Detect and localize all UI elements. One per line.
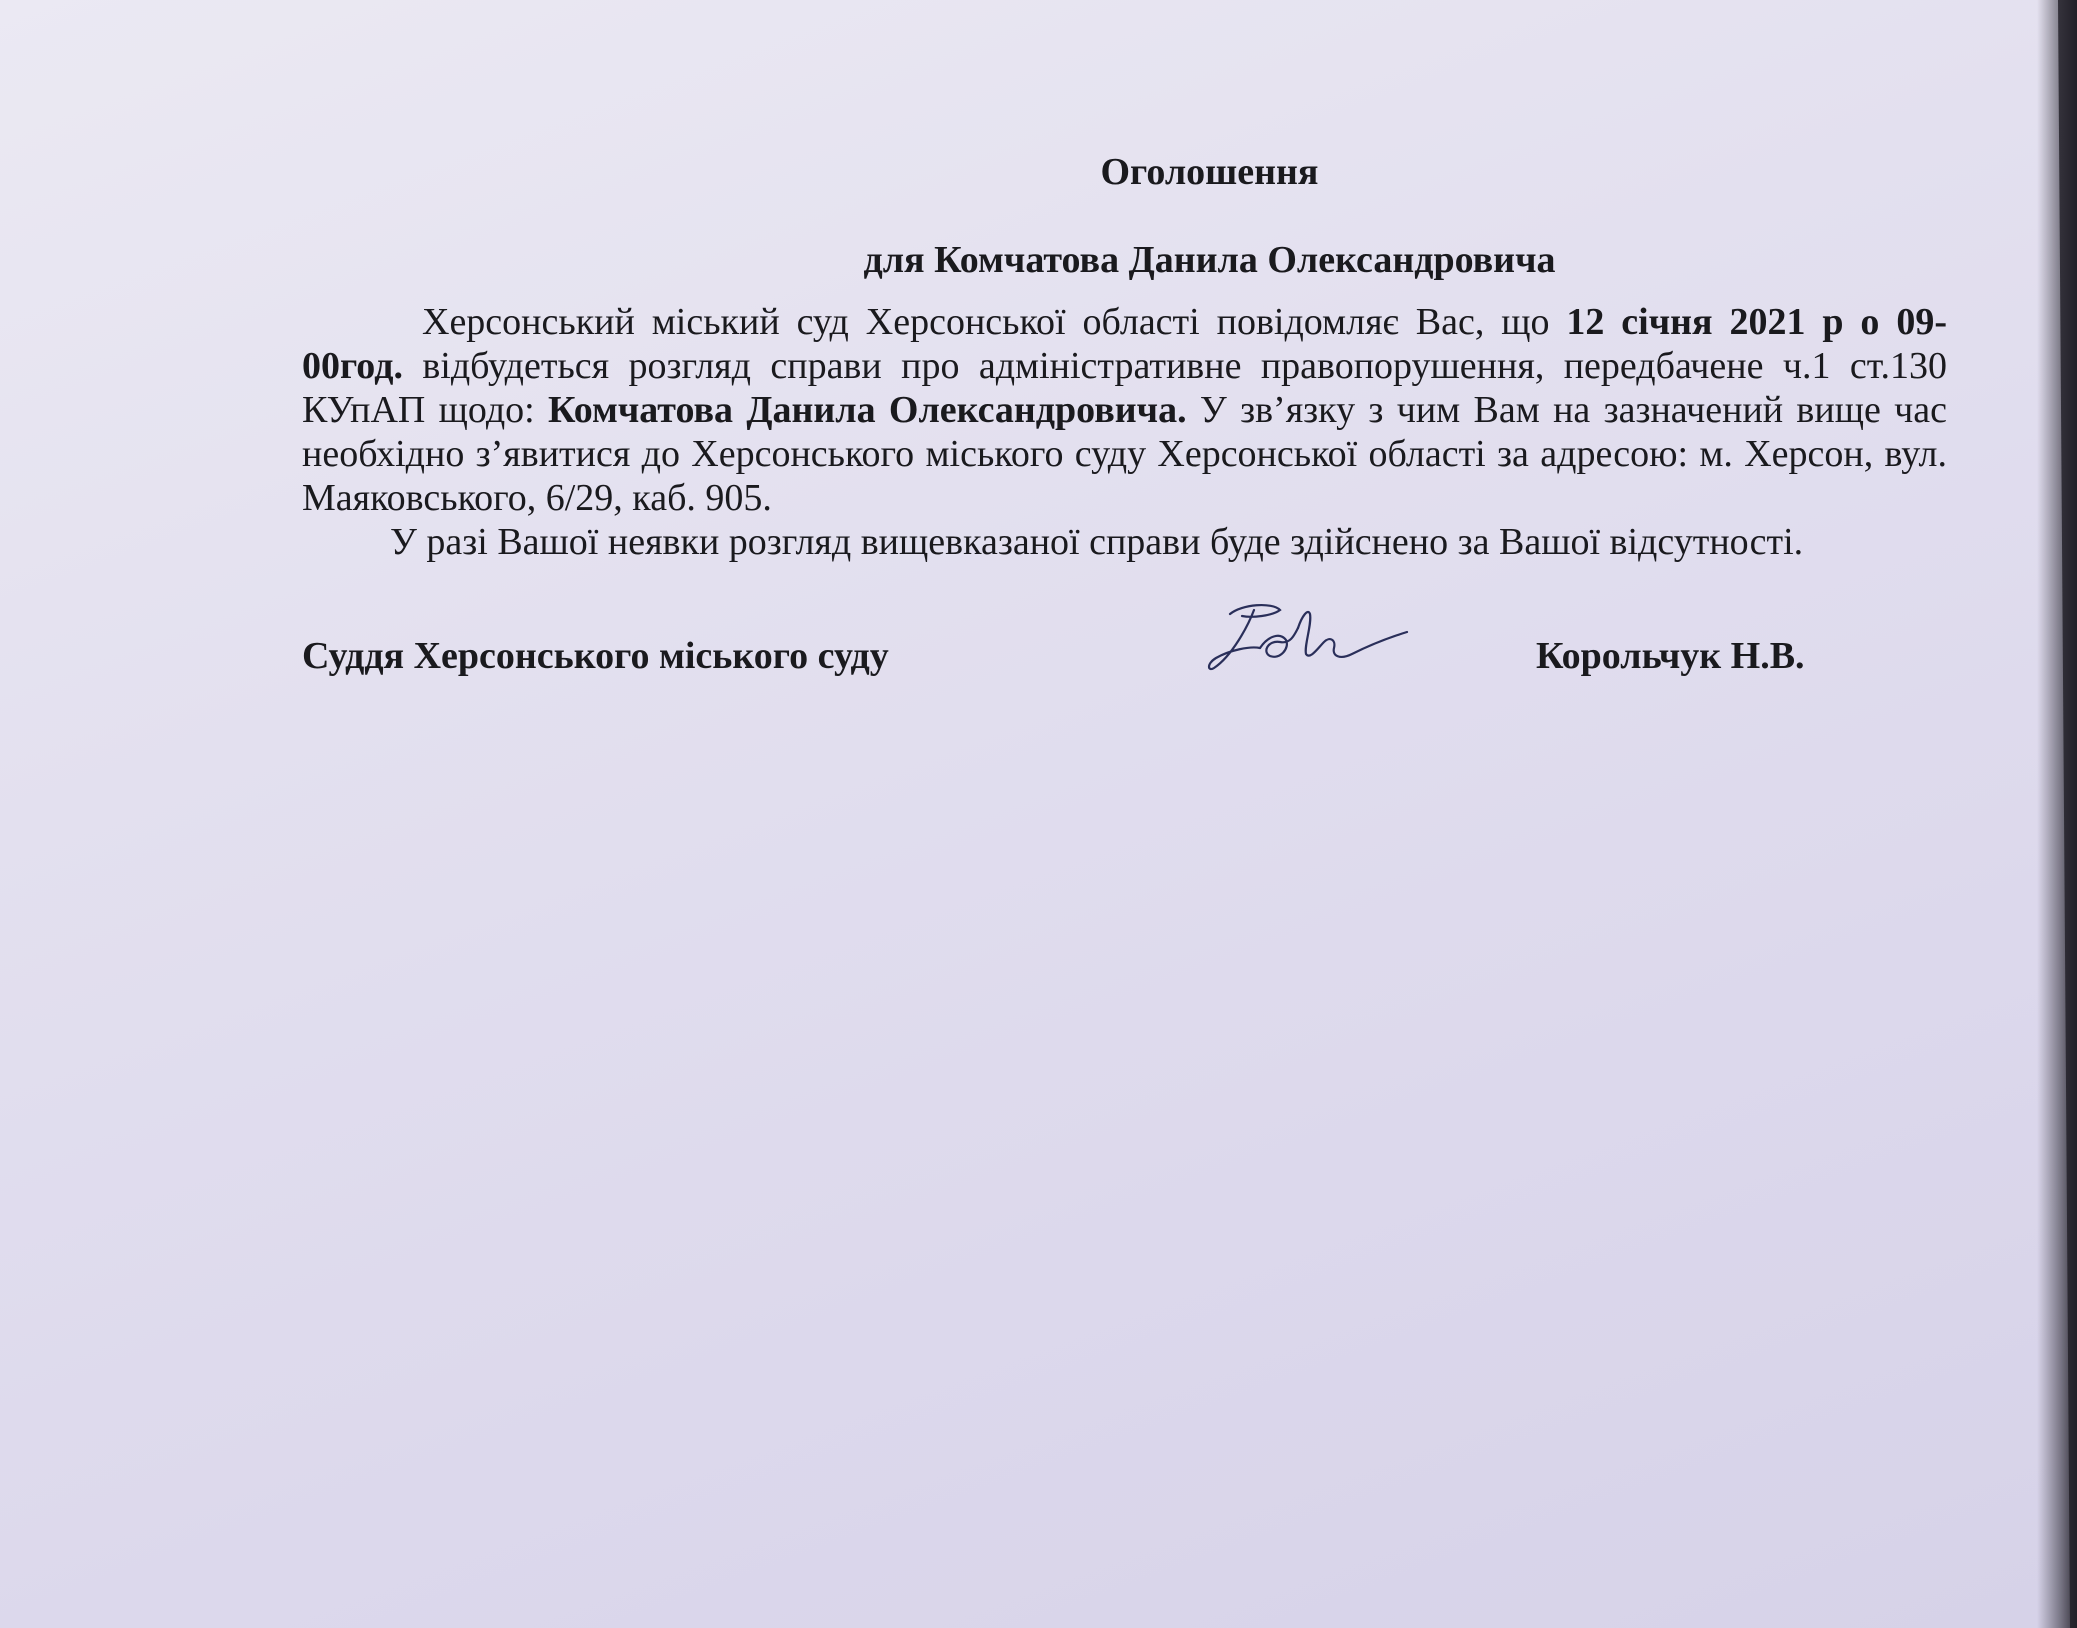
notice-text-part3: У зв’язку з чим Вам на зазначений вище час необхідно з’явитися до Херсонського міського суду Херсонської області за адресою: м. Херсон, вул. Маяковського, 6/29, каб. 905.: [302, 389, 1947, 519]
notice-text-part2: відбудеться розгляд справи про адміністративне правопорушення, передбачене ч.1 ст.130 КУпАП щодо:: [302, 345, 1947, 431]
signature-row: [302, 634, 1947, 704]
defendant-name: Комчатова Данила Олександровича.: [548, 389, 1187, 431]
hearing-date: 12 січня 2021 р о 09-00год.: [302, 301, 1947, 387]
handwritten-signature: [1202, 596, 1412, 706]
judge-name: Корольчук Н.В.: [1536, 635, 1805, 677]
document-addressee: для Комчатова Данила Олександровича: [863, 239, 1556, 281]
document-title: Оголошення: [1100, 151, 1319, 193]
judge-title: Суддя Херсонського міського суду: [302, 635, 889, 677]
notice-text-part1: Херсонський міський суд Херсонської області повідомляє Вас, що: [422, 301, 1567, 343]
notice-paragraph: [302, 300, 1947, 520]
absence-paragraph: У разі Вашої неявки розгляд вищевказаної справи буде здійснено за Вашої відсутності.: [390, 521, 1804, 563]
announcement-document: [302, 150, 1947, 704]
